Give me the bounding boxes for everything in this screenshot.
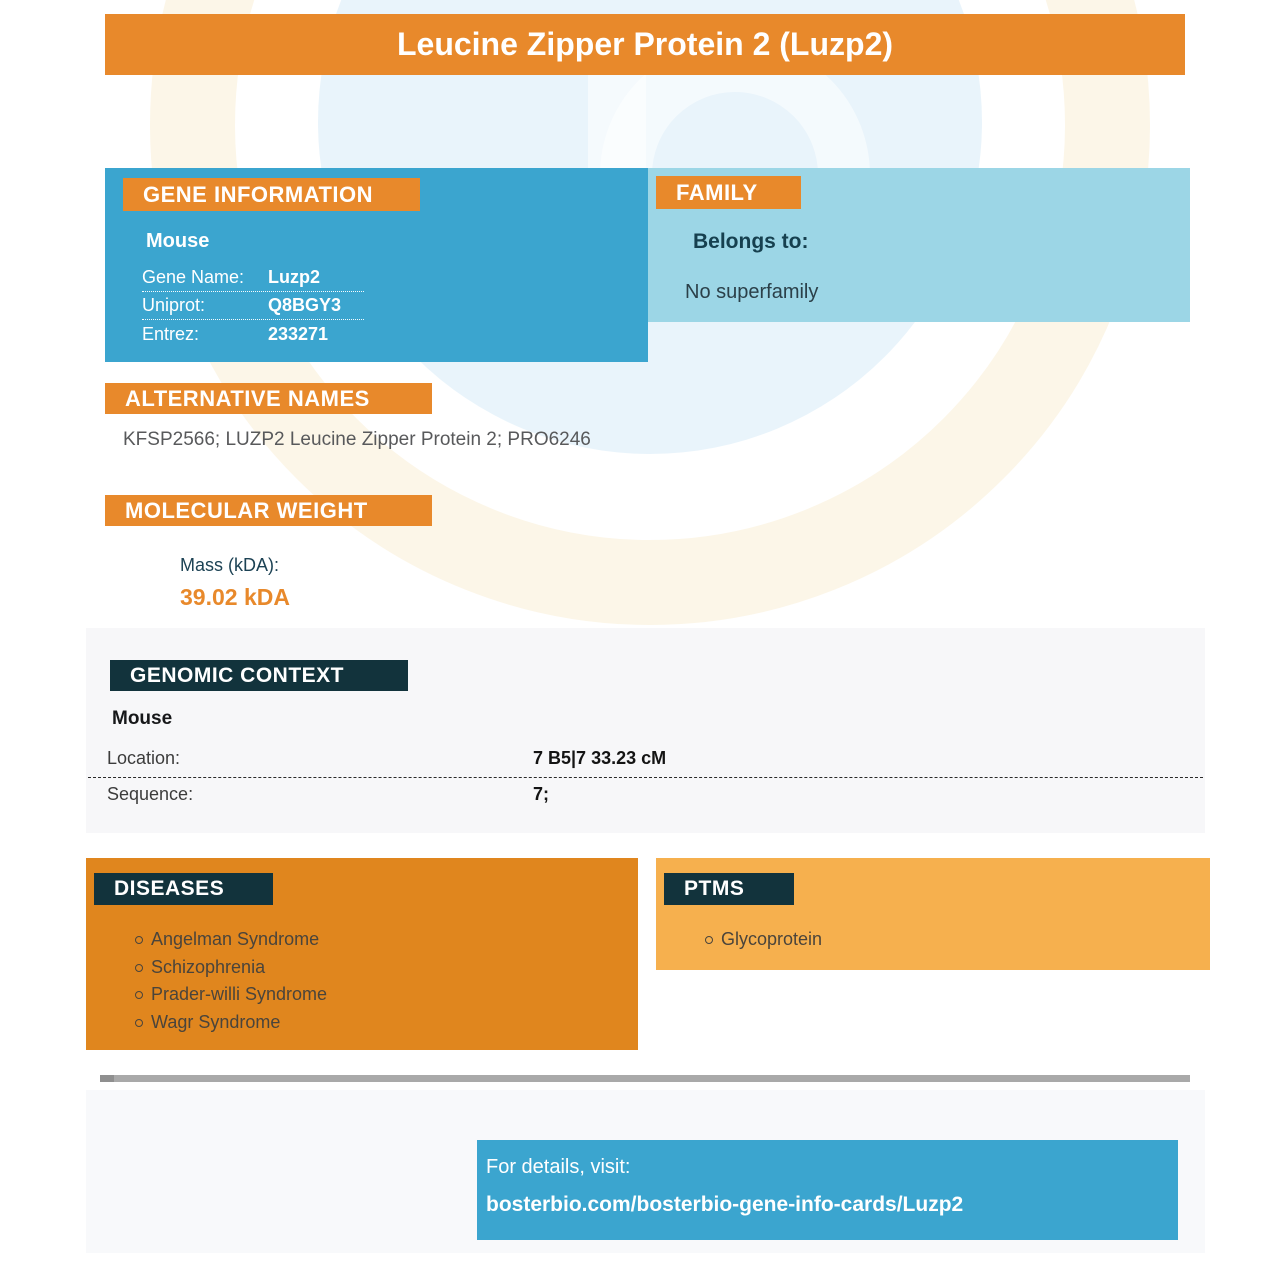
entrez-value: 233271 (268, 323, 329, 344)
molecular-weight-heading: MOLECULAR WEIGHT (105, 495, 432, 526)
gene-information-species: Mouse (146, 230, 210, 252)
ptms-list (705, 926, 822, 954)
mass-kda-value: 39.02 kDA (180, 584, 290, 610)
mass-kda-label: Mass (kDA): (180, 555, 279, 575)
disease-item: Prader-willi Syndrome (135, 981, 327, 1009)
disease-item: Schizophrenia (135, 954, 327, 982)
family-belongs-to-label: Belongs to: (693, 230, 809, 253)
sequence-value: 7; (533, 784, 550, 804)
sequence-label: Sequence: (107, 784, 194, 804)
gene-name-value: Luzp2 (268, 267, 320, 287)
gene-information-heading: GENE INFORMATION (123, 178, 420, 211)
footer-divider (100, 1075, 1190, 1082)
ptms-heading: PTMS (664, 873, 794, 905)
footer-section (86, 1090, 1205, 1253)
footer-details-box (477, 1140, 1178, 1240)
location-row (86, 748, 1205, 769)
gene-information-section (105, 168, 648, 362)
entrez-row (142, 320, 364, 348)
sequence-row (86, 784, 1205, 805)
diseases-heading: DISEASES (94, 873, 273, 905)
alternative-names-value: KFSP2566; LUZP2 Leucine Zipper Protein 2; PRO6246 (123, 429, 591, 450)
row-separator (88, 777, 1203, 778)
uniprot-label: Uniprot: (142, 295, 206, 315)
gene-information-rows (142, 264, 364, 348)
family-heading: FAMILY (656, 176, 801, 209)
family-section (648, 168, 1190, 322)
uniprot-value: Q8BGY3 (268, 295, 342, 315)
uniprot-row (142, 292, 364, 320)
ptms-section (656, 858, 1210, 970)
genomic-context-section (86, 628, 1205, 833)
genomic-context-species: Mouse (112, 708, 173, 729)
page-title: Leucine Zipper Protein 2 (Luzp2) (105, 14, 1185, 75)
entrez-label: Entrez: (142, 323, 200, 344)
disease-item: Wagr Syndrome (135, 1009, 327, 1037)
diseases-list (135, 926, 327, 1036)
location-value: 7 B5|7 33.23 cM (533, 748, 667, 768)
footer-visit-label: For details, visit: (486, 1156, 631, 1178)
gene-name-label: Gene Name: (142, 267, 245, 287)
gene-name-row (142, 264, 364, 292)
ptm-item: Glycoprotein (705, 926, 822, 954)
disease-item: Angelman Syndrome (135, 926, 327, 954)
genomic-context-heading: GENOMIC CONTEXT (110, 660, 408, 691)
location-label: Location: (107, 748, 181, 768)
alternative-names-heading: ALTERNATIVE NAMES (105, 383, 432, 414)
family-superfamily-value: No superfamily (685, 281, 819, 303)
footer-link[interactable]: bosterbio.com/bosterbio-gene-info-cards/Luzp2 (486, 1193, 964, 1216)
diseases-section (86, 858, 638, 1050)
